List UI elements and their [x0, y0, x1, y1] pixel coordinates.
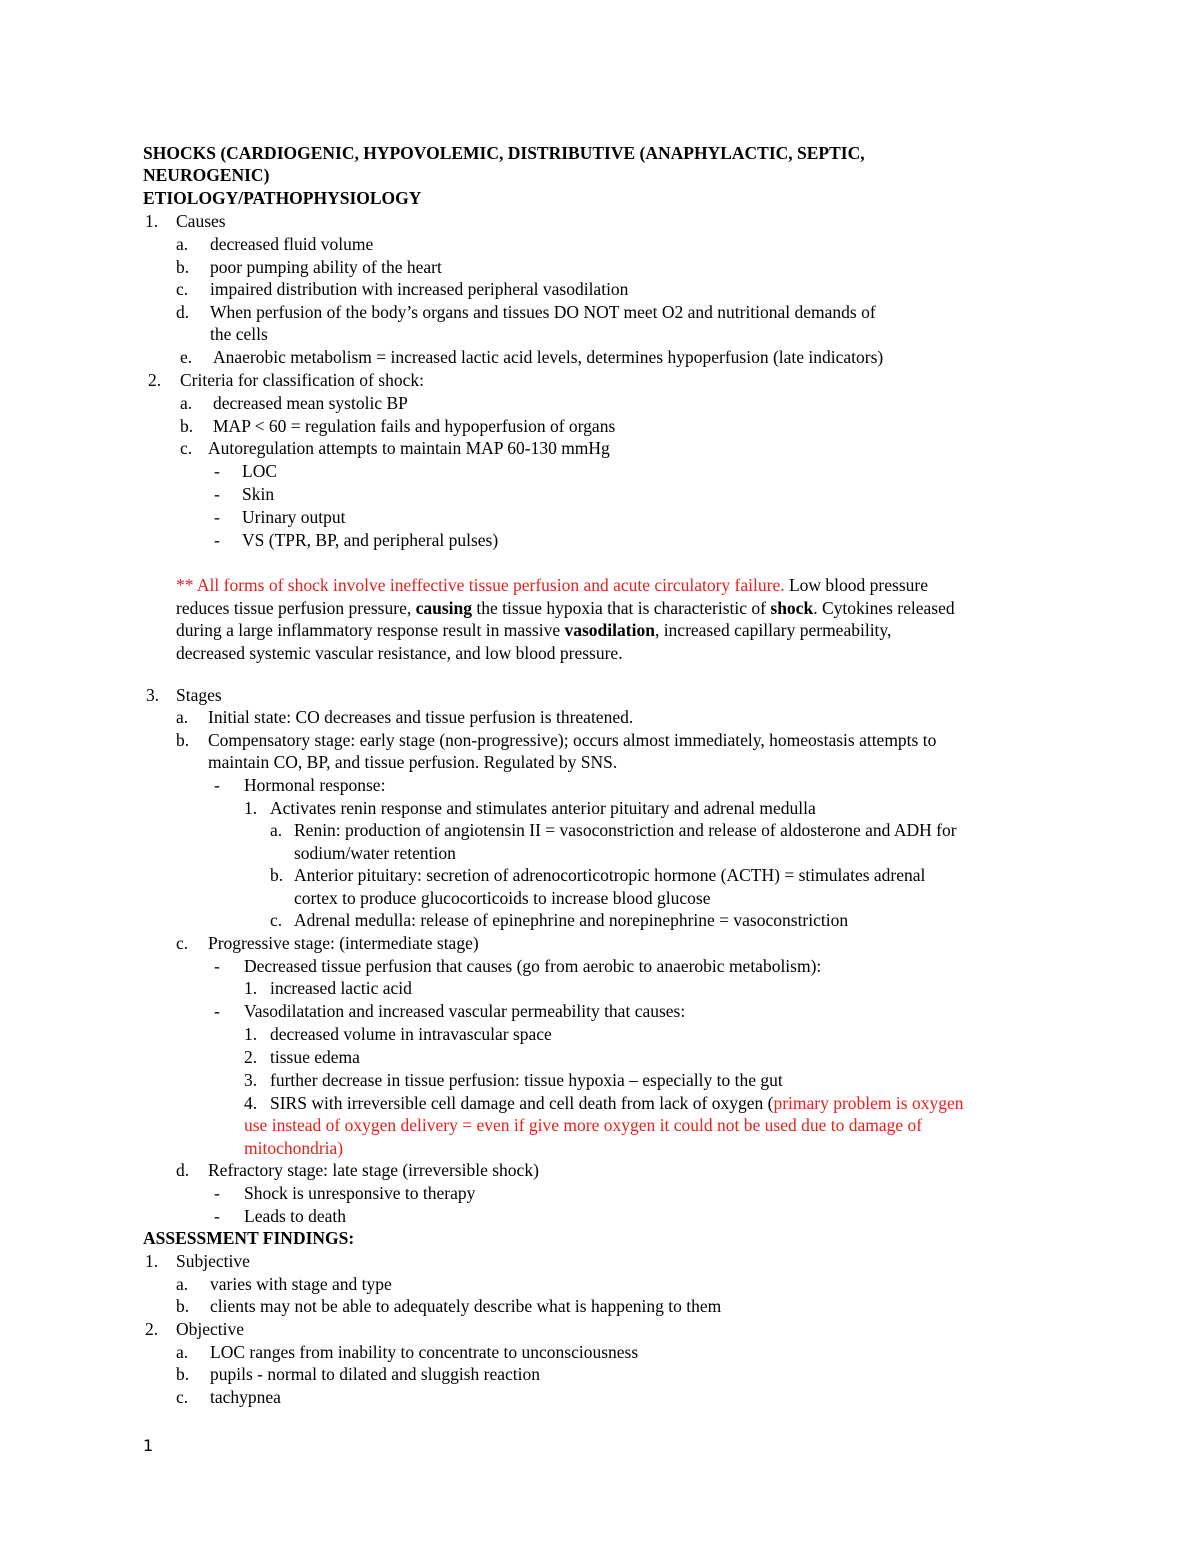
list-item: Initial state: CO decreases and tissue perfusion is threatened.	[208, 707, 634, 727]
list-number: 1.	[145, 1251, 159, 1271]
list-marker: a.	[180, 393, 193, 413]
note-highlight: ** All forms of shock involve ineffective tissue perfusion and acute circulatory failure.	[176, 575, 785, 595]
list-item-subjective: Subjective	[176, 1251, 250, 1271]
list-marker: b.	[180, 416, 194, 436]
list-item: decreased volume in intravascular space	[270, 1024, 552, 1044]
list-item: LOC ranges from inability to concentrate to unconsciousness	[210, 1342, 639, 1362]
dash-marker: -	[214, 1183, 220, 1203]
document-title-line-2: NEUROGENIC)	[143, 165, 270, 185]
list-marker: b.	[176, 730, 190, 750]
page-number: 1	[143, 1436, 154, 1455]
list-marker: c.	[270, 910, 283, 930]
list-item: Hormonal response:	[244, 775, 386, 795]
list-marker: e.	[180, 347, 193, 367]
list-marker: a.	[176, 707, 189, 727]
note-text: . Cytokines released	[813, 598, 955, 618]
list-item: pupils - normal to dilated and sluggish reaction	[210, 1364, 541, 1384]
dash-marker: -	[214, 1206, 220, 1226]
list-item: Renin: production of angiotensin II = vasoconstriction and release of aldosterone and ADH for	[294, 820, 957, 840]
list-item: tissue edema	[270, 1047, 360, 1067]
dash-marker: -	[214, 775, 220, 795]
list-item: LOC	[242, 461, 277, 481]
list-item	[270, 1092, 963, 1114]
list-marker: c.	[176, 933, 189, 953]
dash-marker: -	[214, 530, 220, 550]
item-text: SIRS with irreversible cell damage and cell death from lack of oxygen (	[270, 1093, 774, 1113]
list-number: 4.	[244, 1093, 258, 1113]
list-item: Vasodilatation and increased vascular permeability that causes:	[244, 1001, 686, 1021]
list-item-causes: Causes	[176, 211, 226, 231]
list-number: 3.	[146, 685, 160, 705]
note-text: reduces tissue perfusion pressure,	[176, 598, 416, 618]
list-number: 3.	[244, 1070, 258, 1090]
note-bold: shock	[770, 598, 814, 618]
list-item-continued: maintain CO, BP, and tissue perfusion. Regulated by SNS.	[208, 752, 618, 772]
list-item: Refractory stage: late stage (irreversible shock)	[208, 1160, 539, 1180]
list-item: Activates renin response and stimulates anterior pituitary and adrenal medulla	[270, 798, 816, 818]
list-item: decreased mean systolic BP	[213, 393, 408, 413]
note-text: Low blood pressure	[784, 575, 928, 595]
list-item: increased lactic acid	[270, 978, 412, 998]
list-marker: b.	[176, 1296, 190, 1316]
list-item: varies with stage and type	[210, 1274, 392, 1294]
list-item: decreased fluid volume	[210, 234, 374, 254]
list-number: 1.	[244, 978, 258, 998]
list-item: Anterior pituitary: secretion of adrenocorticotropic hormone (ACTH) = stimulates adrenal	[294, 865, 926, 885]
item-highlight: primary problem is oxygen	[773, 1093, 964, 1113]
list-number: 2.	[244, 1047, 258, 1067]
dash-marker: -	[214, 507, 220, 527]
list-number: 1.	[244, 798, 258, 818]
section-heading-assessment: ASSESSMENT FINDINGS:	[143, 1228, 355, 1248]
note-text: , increased capillary permeability,	[654, 620, 892, 640]
list-item: VS (TPR, BP, and peripheral pulses)	[242, 530, 499, 550]
list-item-continued: cortex to produce glucocorticoids to increase blood glucose	[294, 888, 711, 908]
list-item-continued: the cells	[210, 324, 268, 344]
note-text: the tissue hypoxia that is characteristic of	[472, 598, 771, 618]
list-item: Adrenal medulla: release of epinephrine and norepinephrine = vasoconstriction	[294, 910, 849, 930]
list-item: poor pumping ability of the heart	[210, 257, 442, 277]
list-marker: b.	[270, 865, 284, 885]
section-heading-etiology: ETIOLOGY/PATHOPHYSIOLOGY	[143, 188, 422, 208]
note-line-3	[176, 619, 891, 641]
list-marker: a.	[176, 234, 189, 254]
list-item: Progressive stage: (intermediate stage)	[208, 933, 479, 953]
note-line-4: decreased systemic vascular resistance, and low blood pressure.	[176, 643, 623, 663]
list-number: 2.	[148, 370, 162, 390]
list-marker: c.	[180, 438, 193, 458]
list-item: clients may not be able to adequately describe what is happening to them	[210, 1296, 722, 1316]
list-marker: a.	[270, 820, 283, 840]
list-marker: c.	[176, 279, 189, 299]
list-item: Urinary output	[242, 507, 346, 527]
list-item: further decrease in tissue perfusion: tissue hypoxia – especially to the gut	[270, 1070, 783, 1090]
list-item-continued-highlight: use instead of oxygen delivery = even if give more oxygen it could not be used due to damage of	[244, 1115, 923, 1135]
dash-marker: -	[214, 956, 220, 976]
list-item: Compensatory stage: early stage (non-progressive); occurs almost immediately, homeostasis attempts to	[208, 730, 937, 750]
list-number: 2.	[145, 1319, 159, 1339]
list-marker: a.	[176, 1342, 189, 1362]
document-title-line-1: SHOCKS (CARDIOGENIC, HYPOVOLEMIC, DISTRIBUTIVE (ANAPHYLACTIC, SEPTIC,	[143, 143, 865, 163]
list-item: Skin	[242, 484, 275, 504]
list-item: Shock is unresponsive to therapy	[244, 1183, 476, 1203]
list-item: Leads to death	[244, 1206, 347, 1226]
note-line-1	[176, 574, 928, 596]
list-marker: d.	[176, 1160, 190, 1180]
note-line-2	[176, 597, 955, 619]
note-bold: vasodilation	[564, 620, 655, 640]
list-item: MAP < 60 = regulation fails and hypoperfusion of organs	[213, 416, 616, 436]
list-item: impaired distribution with increased peripheral vasodilation	[210, 279, 629, 299]
list-marker: b.	[176, 1364, 190, 1384]
list-marker: d.	[176, 302, 190, 322]
list-number: 1.	[145, 211, 159, 231]
note-bold: causing	[415, 598, 472, 618]
list-item: Autoregulation attempts to maintain MAP 60-130 mmHg	[208, 438, 610, 458]
dash-marker: -	[214, 461, 220, 481]
note-text: during a large inflammatory response result in massive	[176, 620, 565, 640]
list-item: When perfusion of the body’s organs and tissues DO NOT meet O2 and nutritional demands of	[210, 302, 876, 322]
dash-marker: -	[214, 484, 220, 504]
list-item-criteria: Criteria for classification of shock:	[180, 370, 424, 390]
dash-marker: -	[214, 1001, 220, 1021]
list-number: 1.	[244, 1024, 258, 1044]
list-marker: b.	[176, 257, 190, 277]
list-item-objective: Objective	[176, 1319, 245, 1339]
list-item: tachypnea	[210, 1387, 281, 1407]
list-item-continued: sodium/water retention	[294, 843, 456, 863]
list-marker: a.	[176, 1274, 189, 1294]
list-marker: c.	[176, 1387, 189, 1407]
list-item: Decreased tissue perfusion that causes (go from aerobic to anaerobic metabolism):	[244, 956, 822, 976]
list-item: Anaerobic metabolism = increased lactic acid levels, determines hypoperfusion (late indicators)	[213, 347, 884, 367]
list-item-continued-highlight: mitochondria)	[244, 1138, 344, 1158]
list-item-stages: Stages	[176, 685, 222, 705]
